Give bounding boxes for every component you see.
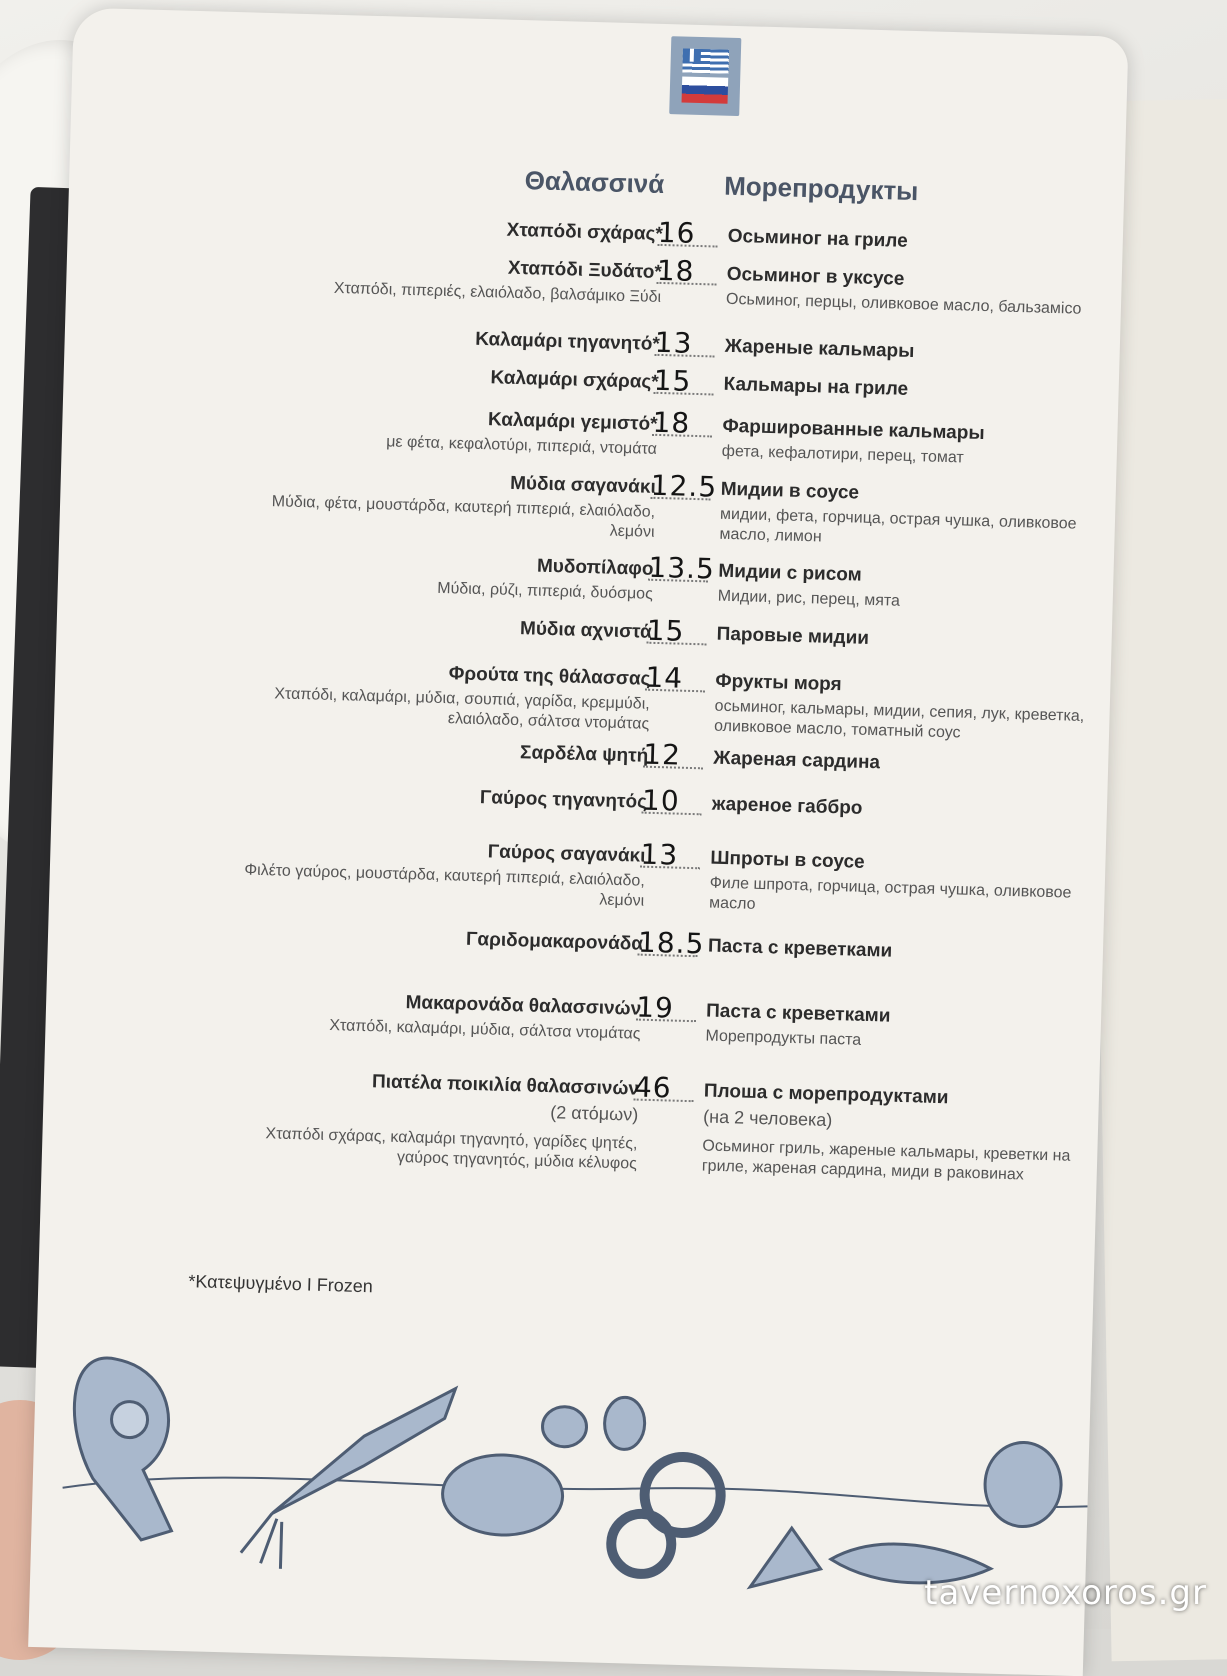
menu-item — [67, 245, 1122, 318]
menu-item — [51, 829, 1106, 913]
item-description-greek: Μύδια, φέτα, μουστάρδα, καυτερή πιπεριά, ελαιόλαδο, λεμόνι — [271, 493, 656, 541]
item-description-russian: Осьминог гриль, жареные кальмары, креветки на гриле, жареная сардина, миди в раковинах — [701, 1137, 1071, 1184]
item-name-russian: Паста с креветками — [707, 935, 893, 962]
item-name-greek: Πιατέλα ποικιλία θαλασσινών — [371, 1071, 640, 1100]
item-name-greek: Γαριδομακαρονάδα — [465, 928, 644, 955]
item-price: 12 — [642, 737, 682, 772]
item-name-russian: Мидии с рисом — [718, 560, 863, 586]
item-description-greek: Χταπόδι, καλαμάρι, μύδια, σάλτσα ντομάτας — [329, 1016, 641, 1043]
item-name-russian: Жареная сардина — [712, 747, 881, 774]
item-price: 18 — [656, 253, 695, 288]
item-name-greek: Σαρδέλα ψητή — [519, 742, 649, 767]
item-description-russian: осьминог, кальмары, мидии, сепия, лук, креветка, оливковое масло, томатный соус — [713, 697, 1085, 742]
item-name-greek: Μύδια αχνιστά — [519, 618, 653, 643]
item-name-greek: Καλαμάρι τηγανητό* — [474, 328, 661, 355]
heading-greek: Θαλασσινά — [524, 165, 665, 200]
footnote: *Κατεψυγμένο I Frozen — [188, 1271, 374, 1297]
item-price: 18.5 — [637, 925, 705, 961]
greek-flag-icon — [682, 48, 729, 73]
item-price: 16 — [657, 215, 696, 250]
item-name-greek: Γαύρος σαγανάκι — [487, 841, 646, 867]
item-name-greek: Χταπόδι Ξυδάτο* — [507, 257, 663, 283]
russian-flag-icon — [682, 76, 729, 103]
item-name-greek: Μακαρονάδα θαλασσινών — [405, 992, 642, 1020]
item-name-russian: жареное габбро — [711, 793, 863, 819]
clam-icon — [984, 1441, 1062, 1527]
item-price: 18 — [652, 405, 691, 440]
item-description-greek: με φέτα, κεφαλοτύρι, πιπεριά, ντομάτα — [385, 433, 658, 458]
item-price: 13.5 — [648, 550, 716, 586]
item-name-greek: Καλαμάρι σχάρας* — [490, 367, 659, 393]
item-name-russian: Жареные кальмары — [724, 335, 915, 363]
item-name-russian: Шпроты в соусе — [710, 847, 865, 873]
item-name-russian: Паровые мидии — [716, 623, 870, 649]
menu-item — [49, 917, 1104, 962]
fish-steak-icon — [71, 1357, 176, 1541]
item-price: 19 — [635, 990, 675, 1025]
menu-item — [64, 355, 1119, 400]
item-description-greek: Χταπόδι, καλαμάρι, μύδια, σουπιά, γαρίδα, κρεμμύδι, ελαιόλαδο, σάλτσα ντομάτας — [274, 685, 650, 733]
menu-item — [65, 317, 1120, 363]
item-description-greek: Μύδια, ρύζι, πιπεριά, δυόσμος — [437, 579, 654, 603]
item-name-russian: Осьминог на гриле — [727, 225, 908, 252]
item-price: 14 — [645, 660, 684, 695]
item-price: 46 — [633, 1070, 673, 1105]
item-description-russian: Мидии, рис, перец, мята — [717, 587, 901, 610]
language-flag-tab[interactable] — [669, 36, 741, 116]
lemon-icon — [750, 1527, 822, 1589]
item-name-russian: Фрукты моря — [715, 670, 842, 696]
item-description-russian: мидии, фета, горчица, острая чушка, оливковое масло, лимон — [719, 505, 1077, 546]
item-price: 15 — [646, 613, 685, 648]
item-subtitle-russian: (на 2 человека) — [702, 1106, 833, 1131]
mussel-icon — [441, 1392, 645, 1539]
item-description-russian: Осьминог, перцы, оливковое масло, бальзамico — [725, 290, 1082, 318]
item-description-greek: Χταπόδι, πιπεριές, ελαιόλαδο, βαλσάμικο Ξύδι — [333, 279, 662, 306]
seafood-illustration — [28, 1307, 1092, 1676]
item-name-greek: Μύδια σαγανάκι — [509, 472, 657, 498]
item-price: 13 — [654, 325, 693, 360]
menu-item — [47, 982, 1102, 1049]
menu-item — [68, 207, 1123, 252]
item-name-greek: Γαύρος τηγανητός — [479, 787, 648, 813]
watermark: tavernoxoros.gr — [924, 1573, 1207, 1613]
item-name-greek: Καλαμάρι γεμιστό* — [487, 409, 658, 435]
item-name-russian: Кальмары на гриле — [723, 373, 909, 400]
item-name-greek: Φρούτα της θάλασσας — [448, 663, 651, 690]
item-price: 15 — [653, 363, 692, 398]
item-price: 10 — [641, 783, 681, 818]
calamari-rings-icon — [610, 1455, 721, 1576]
item-name-russian: Фаршированные кальмары — [722, 415, 985, 445]
item-description-greek: Χταπόδι σχάρας, καλαμάρι τηγανητό, γαρίδες ψητές, γαύρος τηγανητός, μύδια κέλυφος — [265, 1125, 638, 1173]
menu-item — [44, 1062, 1099, 1184]
menu-page — [28, 7, 1128, 1676]
menu-item — [63, 397, 1118, 467]
item-description-russian: Морепродукты паста — [705, 1027, 862, 1049]
item-price: 12.5 — [650, 468, 718, 504]
item-description-greek: Φιλέτο γαύρος, μουστάρδα, καυτερή πιπεριά, ελαιόλαδο, λεμόνι — [244, 861, 646, 910]
item-name-greek: Μυδοπίλαφο — [536, 555, 654, 580]
heading-russian: Морепродукты — [723, 170, 919, 207]
item-subtitle-greek: (2 ατόμων) — [550, 1102, 639, 1125]
item-name-russian: Осьминог в уксусе — [726, 263, 905, 290]
item-name-russian: Мидии в соусе — [720, 478, 860, 504]
item-price: 13 — [640, 837, 679, 872]
item-name-greek: Χταπόδι σχάρας* — [506, 219, 664, 245]
item-name-russian: Паста с креветками — [705, 1000, 891, 1027]
item-description-russian: фета, кефалотири, перец, томат — [721, 442, 964, 467]
item-name-russian: Плоша с морепродуктами — [703, 1080, 949, 1109]
menu-item — [56, 652, 1111, 742]
menu-item — [52, 775, 1107, 819]
item-description-russian: Филе шпрота, горчица, острая чушка, оливковое масло — [708, 874, 1072, 913]
